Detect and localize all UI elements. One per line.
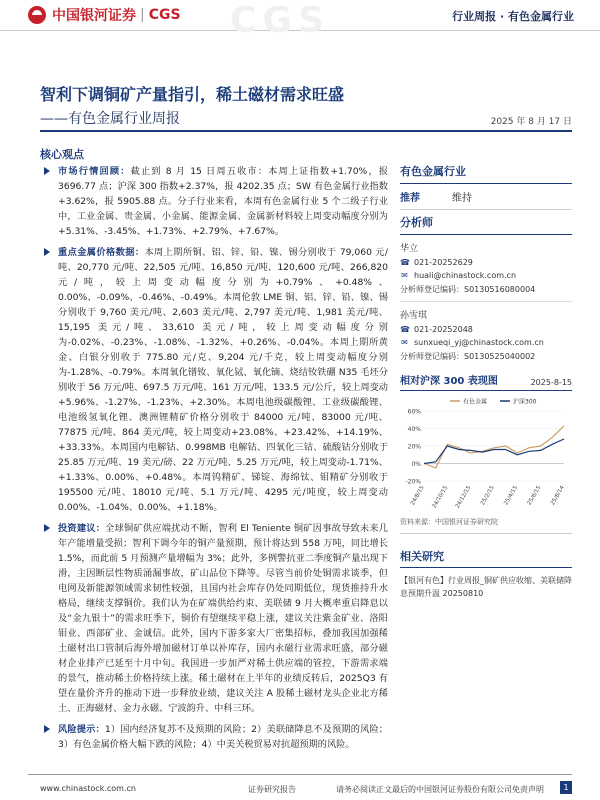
analyst-cert: 分析师登记编码：S0130525040002 xyxy=(400,352,536,361)
analyst-email[interactable]: sunxueqi_yj@chinastock.com.cn xyxy=(414,338,544,347)
analyst-block xyxy=(400,241,572,362)
page-number: 1 xyxy=(560,781,572,794)
report-type: 行业周报 · 有色金属行业 xyxy=(452,10,574,23)
performance-chart xyxy=(400,391,572,511)
analyst-email-row xyxy=(400,271,572,280)
analyst-email[interactable]: huali@chinastock.com.cn xyxy=(414,271,517,280)
analyst-email-row xyxy=(400,338,572,347)
paragraph-text: 全球铜矿供应端扰动不断，智利 El Teniente 铜矿因事故导致未来几年产能增量受损；智利下调今年的铜产量预期，预计将达到 558 万吨，同比增长 1.5%，而此前 5 月预测产量增幅为 3%；此外，多例警抗亚二季度铜产量出现下滑，主因断层性物质涌漏事故，矿山品位下降等。尽管当前价处铜需求谈季，但电网及新能源领域需求韧性较强，且国内社会库存仍处同期低位，现货推持升水格局，继续支撑铜价。我们认为在矿端供给约束、美联储 9 月大概率重启降息以及“金九银十”的需求旺季下，铜价有望继续平稳上涨，建议关注紫金矿业、洛阳钼业、西部矿业、金诚信。此外，国内下游多家大厂密集招标，叠加我国加强稀土磁材出口管制后海外增加磁材订单以补库存，国内永磁行业需求旺盛，部分磁材企业排产已延至十月中旬。我国进一步加严对稀土供应端的管控，下游需求端的景气，推动稀土价格持续上涨。稀土磁材在上半年的业绩反转后，2025Q3 有望在量价齐升的推动下进一步释放业绩，建议关注 A 股稀土磁材龙头企业北方稀土、正海磁材、金力永磁、宁波韵升、中科三环。 xyxy=(58,523,388,714)
analyst-name: 华立 xyxy=(400,244,419,254)
analyst-title: 分析师 xyxy=(400,214,572,235)
rating-value: 维持 xyxy=(452,193,472,204)
y-tick-label: 20% xyxy=(407,443,421,451)
x-tick-label: 24/8/15 xyxy=(409,485,426,507)
footer-divider xyxy=(28,774,572,775)
footer xyxy=(0,774,600,800)
footer-disclaimer: 请务必阅读正文最后的中国银河证券股份有限公司免责声明 xyxy=(336,785,544,794)
footer-url[interactable]: www.chinastock.com.cn xyxy=(40,784,136,793)
rating-label: 推荐 xyxy=(400,193,420,204)
sidebar xyxy=(400,163,572,600)
related-title: 相关研究 xyxy=(400,548,572,568)
industry-title: 有色金属行业 xyxy=(400,163,572,184)
x-tick-label: 25/6/15 xyxy=(526,485,543,507)
series-line-1 xyxy=(424,439,564,464)
analyst-phone: 021-20252629 xyxy=(414,258,473,267)
y-tick-label: -20% xyxy=(405,478,421,486)
paragraph-market xyxy=(44,164,388,239)
core-content xyxy=(44,164,388,758)
y-tick-label: 60% xyxy=(407,408,421,416)
chart-source: 资料来源：中国银河证券研究院 xyxy=(400,517,572,534)
paragraph-lead: 重点金属价格数据： xyxy=(58,247,145,258)
analyst-phone-row xyxy=(400,258,572,267)
x-tick-label: 25/8/14 xyxy=(549,485,566,507)
series-line-0 xyxy=(424,426,564,468)
core-section-title: 核心观点 xyxy=(40,148,84,161)
bullet-icon xyxy=(44,524,50,532)
report-subtitle: ——有色金属行业周报 xyxy=(40,111,180,127)
footer-type: 证券研究报告 xyxy=(248,785,296,794)
bullet-icon xyxy=(44,248,50,256)
watermark: CGS xyxy=(230,0,330,41)
paragraph-text: 1）国内经济复苏不及预期的风险；2）美联储降息不及预期的风险；3）有色金属价格大幅下跌的风险；4）中美关税贸易对抗超预期的风险。 xyxy=(58,724,388,750)
paragraph-prices xyxy=(44,245,388,515)
email-icon: ✉ xyxy=(401,338,408,347)
y-tick-label: 0% xyxy=(411,461,421,468)
email-icon: ✉ xyxy=(401,271,408,280)
rating-row xyxy=(400,189,572,210)
report-date: 2025 年 8 月 17 日 xyxy=(490,117,572,127)
paragraph-advice xyxy=(44,521,388,716)
x-tick-label: 25/4/15 xyxy=(503,485,520,507)
title-divider xyxy=(40,130,572,132)
bullet-icon xyxy=(44,167,50,175)
analyst-cert: 分析师登记编码：S0130516080004 xyxy=(400,285,536,294)
paragraph-lead: 风险提示： xyxy=(58,724,105,735)
paragraph-risk xyxy=(44,722,388,752)
bullet-icon xyxy=(44,725,50,733)
logo-en-text: CGS xyxy=(148,7,181,23)
x-tick-label: 25/2/15 xyxy=(479,485,496,507)
x-tick-label: 24/12/15 xyxy=(454,485,473,510)
report-title: 智利下调铜矿产量指引，稀土磁材需求旺盛 xyxy=(40,85,345,104)
paragraph-text: 截止到 8 月 15 日周五收市：本周上证指数+1.70%，报 3696.77 点；沪深 300 指数+2.37%，报 4202.35 点；SW 有色金属行业指数+3.62%，报 5905.88 点。分子行业来看，本周有色金属行业 5 个二级子行业中，工业金属、贵金属、小金属、能源金属、金属新材料较上周变动幅度分别为+5.31%、-3.45%、+1.73%、+2.79%、+7.67%。 xyxy=(58,166,389,237)
analyst-phone-row xyxy=(400,325,572,334)
logo xyxy=(28,5,181,25)
phone-icon: ☎ xyxy=(400,325,410,334)
logo-separator: | xyxy=(140,7,145,23)
analyst-name: 孙雪琪 xyxy=(400,311,428,321)
x-tick-label: 24/10/15 xyxy=(431,485,450,510)
chart-header xyxy=(400,372,572,391)
top-bar xyxy=(0,0,600,41)
logo-icon xyxy=(28,6,46,24)
related-link[interactable]: 【银河有色】行业周报_铜矿供应收缩、美联储降息预期升温 20250810 xyxy=(400,576,572,598)
legend-label: 沪深300 xyxy=(513,398,537,406)
paragraph-text: 本周上期所铜、铝、锌、铅、镍、锡分别收于 79,060 元/吨、20,770 元/吨、22,505 元/吨、16,850 元/吨、120,600 元/吨、266,820 元/吨，较上周变动幅度分别为+0.79%、+0.48%、0.00%、-0.09%、-0.46%、-0.49%。本周伦敦 LME 铜、铝、锌、铅、镍、锡分别收于 9,760 美元/吨、2,603 美元/吨、2,797 美元/吨、1,981 美元/吨、15,195 美元/吨、33,610 美元/吨，较上周变动幅度分别为-0.02%、-0.23%、-1.08%、-1.32%、+0.26%、-0.04%。本周上期所黄金、白银分别收于 775.80 元/克、9,204 元/千克，较上周变动幅度分别为-1.28%、-0.79%。本周氧化镨钕、氧化铽、氧化镝、烧结钕铁硼 N35 毛坯分别收于 56 万元/吨、697.5 万元/吨、161 万元/吨、133.5 元/公斤，较上周变动+5.96%、-1.27%、-1.23%、+2.30%。本周电池级碳酸锂、工业级碳酸锂、电池级氢氧化锂、澳洲锂精矿价格分别收于 84000 元/吨、83000 元/吨、77875 元/吨、864 美元/吨，较上周变动+23.08%、+23.42%、+14.19%、+33.33%。本周国内电解钴、0.998MB 电解钴、四氧化三钴、硫酸钴分别收于 25.85 万元/吨、19 美元/磅、22 万元/吨、5.25 万元/吨，较上周变动-1.71%、+1.33%、0.00%、+0.48%。本周钨精矿、锑锭、海绵钛、钼精矿分别收于 195500 元/吨、18010 元/吨、5.1 万元/吨、4295 元/吨度，较上周变动 0.00%、-1.04%、0.00%、+1.18%。 xyxy=(58,247,389,513)
chart-date: 2025-8-15 xyxy=(530,378,572,387)
paragraph-lead: 市场行情回顾： xyxy=(58,166,131,177)
phone-icon: ☎ xyxy=(400,258,410,267)
analyst-phone: 021-20252048 xyxy=(414,325,473,334)
paragraph-lead: 投资建议： xyxy=(58,523,106,534)
y-tick-label: 40% xyxy=(407,426,421,433)
legend-label: 有色金属 xyxy=(463,398,488,406)
analyst-divider xyxy=(400,301,572,302)
chart-title: 相对沪深 300 表现图 xyxy=(400,376,498,387)
logo-cn-text: 中国银河证券 xyxy=(52,8,136,24)
